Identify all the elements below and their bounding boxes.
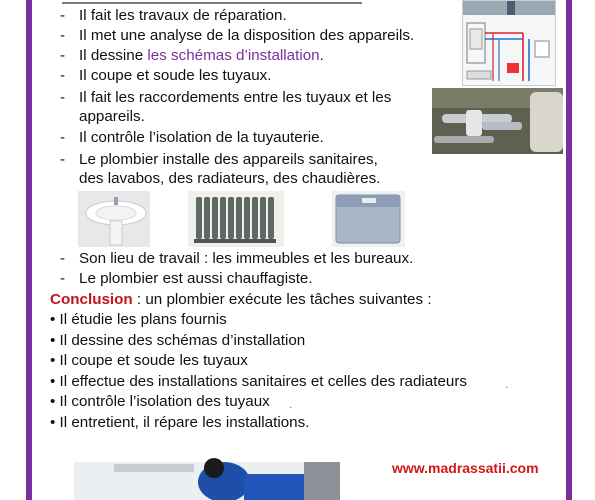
website-link[interactable]: www.madrassatii.com xyxy=(392,460,539,476)
plumber-working-photo xyxy=(74,452,340,500)
radiator-photo xyxy=(188,191,284,247)
conclusion-item: • Il entretient, il répare les installations. xyxy=(50,414,310,431)
conclusion-item: • Il coupe et soude les tuyaux xyxy=(50,352,248,369)
sink-photo xyxy=(78,191,150,247)
conclusion-intro: : un plombier exécute les tâches suivantes : xyxy=(132,291,432,308)
plumber-drawing xyxy=(74,452,340,500)
conclusion-item: • Il contrôle l’isolation des tuyaux xyxy=(50,393,270,410)
bullet-dash: - xyxy=(60,67,66,84)
conclusion-item-text: Il contrôle l’isolation des tuyaux xyxy=(59,393,270,410)
boiler-photo xyxy=(332,191,405,247)
pipe-fittings-drawing xyxy=(432,88,563,154)
bullet-dash: - xyxy=(60,250,66,267)
bullet-dash: - xyxy=(60,129,66,146)
conclusion-item: • Il dessine des schémas d’installation xyxy=(50,332,306,349)
page-border-right xyxy=(566,0,572,500)
bullet-heating: Le plombier est aussi chauffagiste. xyxy=(79,270,313,287)
bullet-cut-weld: Il coupe et soude les tuyaux. xyxy=(79,67,272,84)
bullet-analysis: Il met une analyse de la disposition des appareils. xyxy=(79,27,415,44)
conclusion-label: Conclusion xyxy=(50,291,133,308)
bullet-workplace: Son lieu de travail : les immeubles et les bureaux. xyxy=(79,250,414,267)
bullet-dash: - xyxy=(60,151,66,168)
bullet-dash: - xyxy=(60,270,66,287)
decorative-dot: . xyxy=(505,377,509,391)
schema-drawing xyxy=(463,1,555,85)
sink-drawing xyxy=(78,191,150,247)
installation-schema-image xyxy=(462,0,556,86)
bullet-dash: - xyxy=(60,47,66,64)
pipe-fittings-photo xyxy=(432,88,563,154)
cropped-text-line xyxy=(62,0,362,4)
bullet-schemas xyxy=(79,47,324,65)
bullet-dash: - xyxy=(60,89,66,106)
conclusion-item-text: Il dessine des schémas d’installation xyxy=(59,332,306,349)
conclusion-item-text: Il effectue des installations sanitaires et celles des radiateurs xyxy=(59,373,468,390)
decorative-dot: . xyxy=(289,397,293,411)
conclusion-item: • Il étudie les plans fournis xyxy=(50,311,227,328)
radiator-drawing xyxy=(188,191,284,247)
installation-schemas-link[interactable]: les schémas d’installation xyxy=(147,47,320,64)
conclusion-item-text: Il entretient, il répare les installations. xyxy=(59,414,310,431)
boiler-drawing xyxy=(332,191,405,247)
bullet-installs-cont: des lavabos, des radiateurs, des chaudières. xyxy=(79,170,381,187)
conclusion-item-text: Il étudie les plans fournis xyxy=(59,311,227,328)
page-border-left xyxy=(26,0,32,500)
conclusion-item: • Il effectue des installations sanitaires et celles des radiateurs xyxy=(50,373,468,390)
bullet-connections: Il fait les raccordements entre les tuyaux et les xyxy=(79,89,392,106)
bullet-insulation: Il contrôle l’isolation de la tuyauterie. xyxy=(79,129,324,146)
conclusion-item-text: Il coupe et soude les tuyaux xyxy=(59,352,248,369)
bullet-dash: - xyxy=(60,7,66,24)
bullet-schemas-post: . xyxy=(319,47,324,64)
bullet-repairs: Il fait les travaux de réparation. xyxy=(79,7,287,24)
bullet-dash: - xyxy=(60,27,66,44)
bullet-connections-cont: appareils. xyxy=(79,108,145,125)
bullet-installs: Le plombier installe des appareils sanitaires, xyxy=(79,151,378,168)
bullet-schemas-pre: Il dessine xyxy=(79,47,148,64)
conclusion-heading xyxy=(50,291,432,309)
